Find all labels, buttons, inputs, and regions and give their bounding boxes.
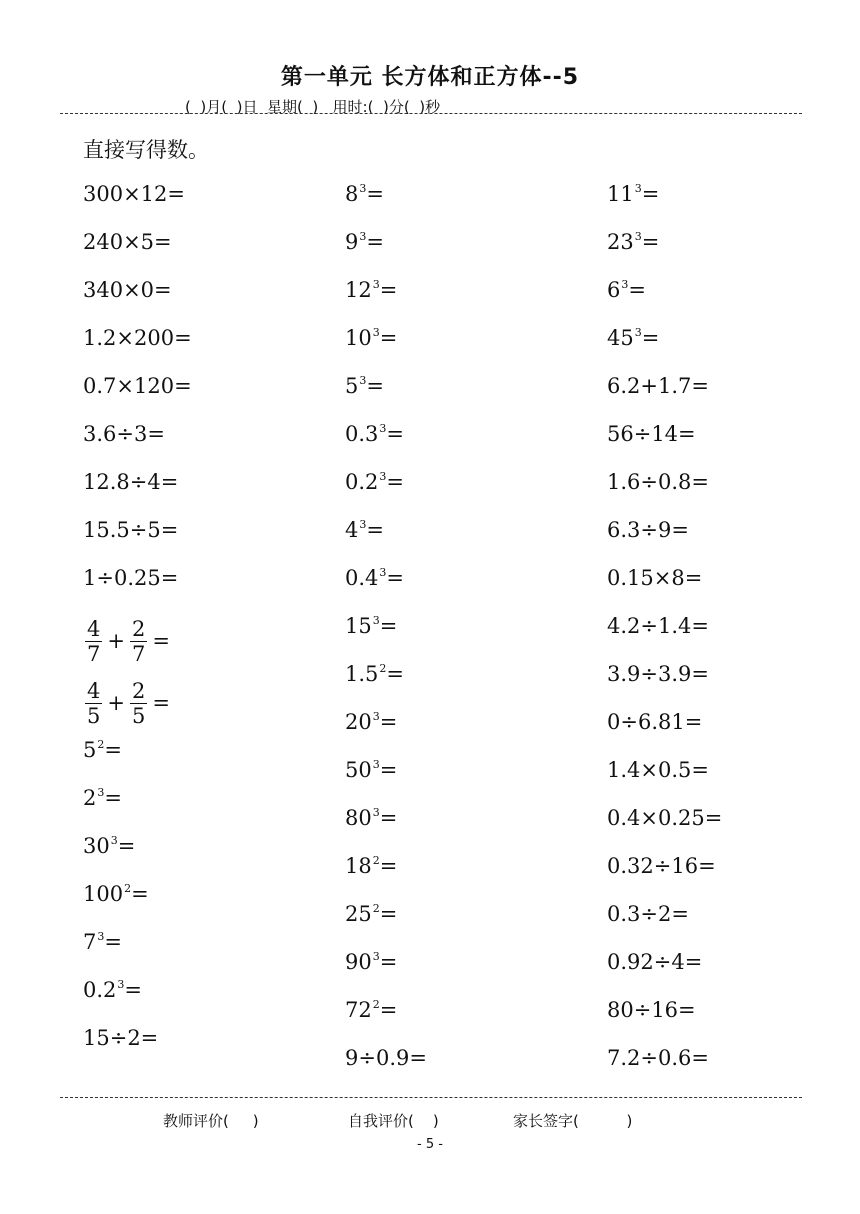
header-divider: [60, 113, 802, 114]
math-problem: [345, 418, 427, 466]
problem-exponent: 3: [110, 834, 118, 847]
problem-exponent: 2: [372, 902, 380, 915]
problem-base: 15: [345, 614, 372, 638]
math-problem: [607, 322, 722, 370]
math-problem: [607, 226, 722, 274]
problem-exponent: 3: [372, 950, 380, 963]
math-problem: [345, 466, 427, 514]
problem-exponent: 3: [359, 182, 367, 195]
fraction: [130, 679, 147, 728]
math-problem: 15.5÷5=: [83, 518, 179, 542]
fraction: [85, 679, 102, 728]
problem-base: 5: [345, 374, 359, 398]
math-problem: 240×5=: [83, 230, 172, 254]
fraction-problem: [83, 610, 192, 672]
math-problem: 0.4×0.25=: [607, 806, 723, 830]
problem-equals: =: [386, 470, 405, 494]
problem-exponent: 3: [372, 758, 380, 771]
problem-equals: =: [131, 882, 149, 906]
problem-exponent: 2: [379, 662, 387, 675]
math-problem: 6.2+1.7=: [607, 374, 709, 398]
problem-base: 50: [345, 758, 372, 782]
math-problem: 1.2×200=: [83, 326, 192, 350]
problem-base: 6: [607, 278, 621, 302]
problem-base: 4: [345, 518, 359, 542]
problem-base: 1.5: [345, 662, 379, 686]
problem-equals: =: [641, 182, 660, 206]
problem-exponent: 3: [379, 422, 387, 435]
problem-base: 0.2: [83, 978, 117, 1002]
problem-exponent: 3: [634, 182, 642, 195]
problem-equals: =: [104, 786, 122, 810]
problem-exponent: 3: [379, 470, 387, 483]
teacher-evaluation: 教师评价( ): [163, 1112, 259, 1130]
math-problem: 15÷2=: [83, 1026, 159, 1050]
problem-column-3: [607, 178, 722, 1090]
page-number: - 5 -: [417, 1137, 443, 1152]
math-problem: [345, 946, 427, 994]
fraction-problem: [83, 672, 192, 734]
problem-equals: =: [379, 950, 398, 974]
problem-exponent: 3: [634, 326, 642, 339]
math-problem: 300×12=: [83, 182, 185, 206]
math-problem: [83, 878, 192, 926]
problem-base: 23: [607, 230, 634, 254]
problem-base: 8: [345, 182, 359, 206]
problem-exponent: 2: [372, 998, 380, 1011]
problem-base: 11: [607, 182, 634, 206]
math-problem: 0.92÷4=: [607, 950, 703, 974]
math-problem: [345, 562, 427, 610]
problem-base: 90: [345, 950, 372, 974]
problem-equals: =: [366, 230, 384, 254]
math-problem: 0.7×120=: [83, 374, 192, 398]
page-title: 第一单元 长方体和正方体--5: [280, 65, 580, 90]
problem-equals: =: [124, 978, 143, 1002]
math-problem: [345, 610, 427, 658]
problem-exponent: 2: [124, 882, 132, 895]
problem-exponent: 3: [117, 978, 125, 991]
problem-equals: =: [379, 902, 398, 926]
problem-equals: =: [379, 998, 398, 1022]
problem-equals: =: [628, 278, 646, 302]
problem-base: 0.3: [345, 422, 379, 446]
fraction: [130, 617, 147, 666]
math-problem: [345, 898, 427, 946]
problem-equals: =: [379, 326, 398, 350]
problem-equals: =: [386, 422, 405, 446]
math-problem: [345, 658, 427, 706]
problem-exponent: 3: [372, 326, 380, 339]
problem-base: 12: [345, 278, 372, 302]
problem-base: 45: [607, 326, 634, 350]
math-problem: [345, 274, 427, 322]
problem-exponent: 3: [97, 786, 105, 799]
problem-exponent: 3: [372, 278, 380, 291]
problem-equals: =: [379, 806, 398, 830]
math-problem: 56÷14=: [607, 422, 696, 446]
problem-exponent: 2: [97, 738, 105, 751]
problem-equals: =: [379, 278, 398, 302]
problem-base: 9: [345, 230, 359, 254]
problem-exponent: 3: [359, 230, 367, 243]
fraction-denominator: 7: [131, 641, 146, 666]
math-problem: 1.4×0.5=: [607, 758, 709, 782]
self-evaluation: 自我评价( ): [348, 1112, 439, 1130]
fraction-denominator: 5: [131, 703, 146, 728]
problem-base: 0.2: [345, 470, 379, 494]
math-problem: [83, 926, 192, 974]
problem-base: 72: [345, 998, 372, 1022]
math-problem: 4.2÷1.4=: [607, 614, 709, 638]
math-problem: [607, 274, 722, 322]
problem-equals: =: [379, 614, 398, 638]
problem-exponent: 3: [372, 710, 380, 723]
problem-equals: =: [641, 326, 660, 350]
problem-base: 18: [345, 854, 372, 878]
date-time-line: ( )月( )日 星期( ) 用时:( )分( )秒: [185, 98, 441, 116]
fraction-numerator: 2: [131, 616, 146, 641]
problem-equals: =: [379, 854, 398, 878]
math-problem: 3.9÷3.9=: [607, 662, 709, 686]
math-problem: [345, 178, 427, 226]
math-problem: 0÷6.81=: [607, 710, 703, 734]
plus-operator: +: [107, 629, 125, 653]
math-problem: [83, 734, 192, 782]
math-problem: [345, 514, 427, 562]
problem-base: 80: [345, 806, 372, 830]
math-problem: 9÷0.9=: [345, 1046, 427, 1070]
math-problem: [345, 370, 427, 418]
fraction-numerator: 4: [87, 616, 101, 641]
fraction-denominator: 5: [87, 703, 101, 728]
math-problem: 80÷16=: [607, 998, 696, 1022]
problem-exponent: 3: [621, 278, 629, 291]
problem-column-1: [83, 178, 192, 1070]
math-problem: 12.8÷4=: [83, 470, 179, 494]
fraction-numerator: 4: [87, 678, 101, 703]
math-problem: [345, 994, 427, 1042]
problem-base: 20: [345, 710, 372, 734]
math-problem: 0.3÷2=: [607, 902, 689, 926]
math-problem: 7.2÷0.6=: [607, 1046, 709, 1070]
equals-sign: =: [152, 629, 170, 653]
problem-equals: =: [386, 662, 405, 686]
math-problem: [345, 802, 427, 850]
problem-equals: =: [641, 230, 660, 254]
problem-equals: =: [104, 738, 122, 762]
problem-exponent: 2: [372, 854, 380, 867]
plus-operator: +: [107, 691, 125, 715]
problem-base: 0.4: [345, 566, 379, 590]
math-problem: [345, 322, 427, 370]
math-problem: 0.15×8=: [607, 566, 703, 590]
problem-exponent: 3: [372, 806, 380, 819]
math-problem: 0.32÷16=: [607, 854, 716, 878]
math-problem: [345, 226, 427, 274]
parent-signature: 家长签字( ): [513, 1112, 633, 1130]
problem-column-2: [345, 178, 427, 1090]
problem-base: 25: [345, 902, 372, 926]
math-problem: 1÷0.25=: [83, 566, 179, 590]
math-problem: 3.6÷3=: [83, 422, 165, 446]
problem-exponent: 3: [634, 230, 642, 243]
problem-base: 10: [345, 326, 372, 350]
fraction: [85, 617, 102, 666]
fraction-denominator: 7: [87, 641, 101, 666]
problem-equals: =: [366, 518, 384, 542]
footer-divider: [60, 1097, 802, 1098]
math-problem: [607, 178, 722, 226]
math-problem: [83, 782, 192, 830]
math-problem: [83, 974, 192, 1022]
instruction-text: 直接写得数。: [83, 138, 209, 162]
problem-base: 7: [83, 930, 97, 954]
math-problem: [345, 850, 427, 898]
problem-exponent: 3: [379, 566, 387, 579]
problem-exponent: 3: [359, 374, 367, 387]
problem-base: 30: [83, 834, 110, 858]
problem-equals: =: [117, 834, 136, 858]
problem-equals: =: [386, 566, 405, 590]
problem-exponent: 3: [372, 614, 380, 627]
math-problem: [345, 754, 427, 802]
math-problem: 6.3÷9=: [607, 518, 689, 542]
problem-exponent: 3: [97, 930, 105, 943]
problem-equals: =: [366, 182, 384, 206]
problem-exponent: 3: [359, 518, 367, 531]
problem-equals: =: [366, 374, 384, 398]
math-problem: [83, 830, 192, 878]
math-problem: 340×0=: [83, 278, 172, 302]
fraction-numerator: 2: [131, 678, 146, 703]
math-problem: 1.6÷0.8=: [607, 470, 709, 494]
problem-equals: =: [379, 710, 398, 734]
problem-base: 100: [83, 882, 124, 906]
problem-equals: =: [104, 930, 122, 954]
problem-base: 5: [83, 738, 97, 762]
problem-base: 2: [83, 786, 97, 810]
problem-equals: =: [379, 758, 398, 782]
equals-sign: =: [152, 691, 170, 715]
math-problem: [345, 706, 427, 754]
